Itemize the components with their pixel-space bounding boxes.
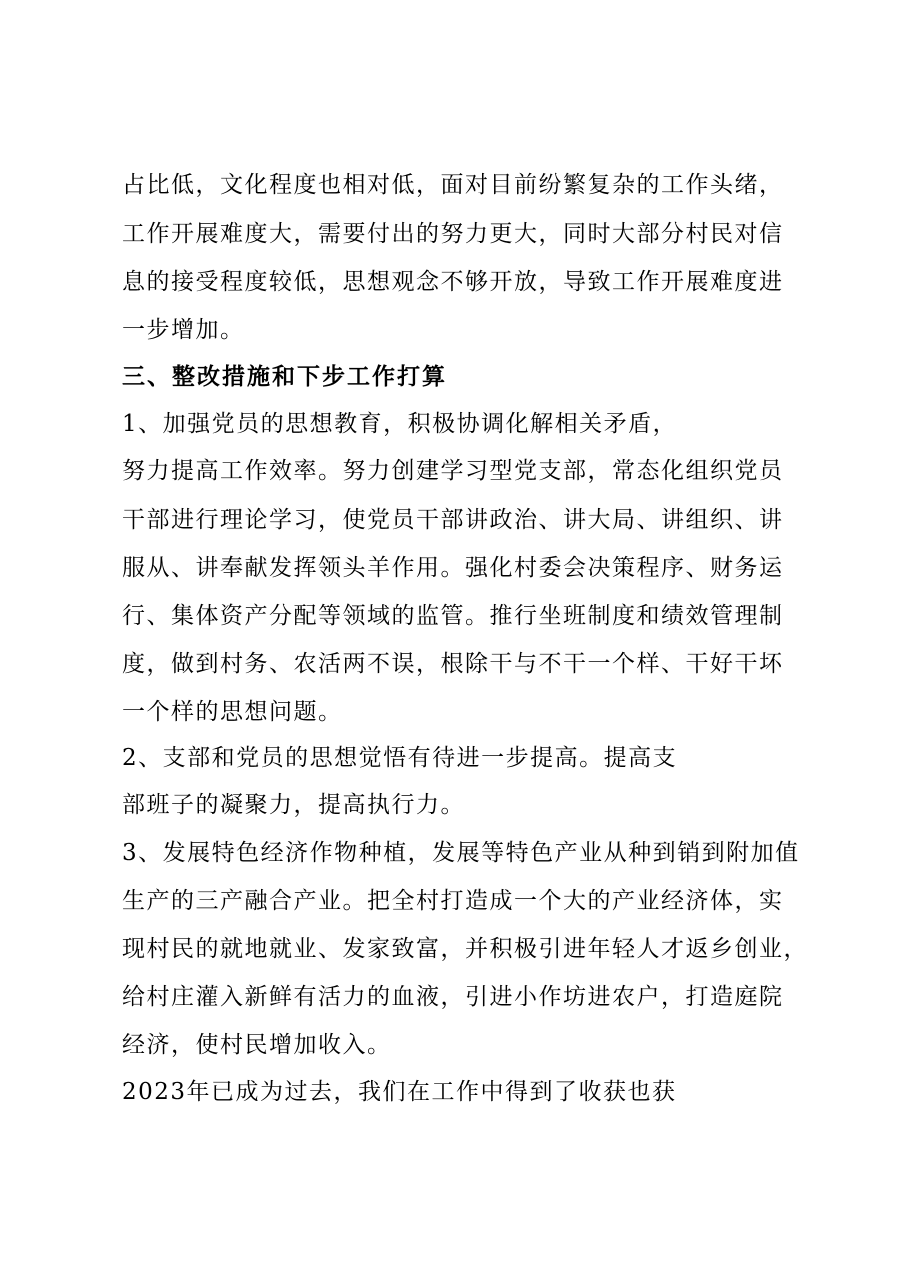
section-heading: 三、整改措施和下步工作打算: [122, 364, 447, 390]
paragraph-line: 现村民的就地就业、发家致富，并积极引进年轻人才返乡创业，: [122, 936, 808, 962]
paragraph-line: 生产的三产融合产业。把全村打造成一个大的产业经济体，实: [122, 888, 784, 914]
paragraph-line: 占比低，文化程度也相对低，面对目前纷繁复杂的工作头绪，: [122, 172, 784, 198]
paragraph-line: 努力提高工作效率。努力创建学习型党支部，常态化组织党员: [122, 458, 784, 484]
paragraph-line: 工作开展难度大，需要付出的努力更大，同时大部分村民对信: [122, 221, 784, 247]
list-item-3-title: 3、发展特色经济作物种植，发展等特色产业从种到销到附加值: [122, 840, 800, 866]
paragraph-line: 2023年已成为过去，我们在工作中得到了收获也获: [122, 1079, 677, 1105]
list-item-1-title: 1、加强党员的思想教育，积极协调化解相关矛盾，: [122, 411, 678, 437]
paragraph-line: 一步增加。: [122, 317, 245, 343]
paragraph-line: 度，做到村务、农活两不误，根除干与不干一个样、干好干坏: [122, 651, 784, 677]
paragraph-line: 息的接受程度较低，思想观念不够开放，导致工作开展难度进: [122, 269, 784, 295]
list-item-2-title: 2、支部和党员的思想觉悟有待进一步提高。提高支: [122, 745, 678, 771]
paragraph-line: 一个样的思想问题。: [122, 699, 343, 725]
paragraph-line: 干部进行理论学习，使党员干部讲政治、讲大局、讲组织、讲: [122, 507, 784, 533]
paragraph-line: 部班子的凝聚力，提高执行力。: [122, 792, 465, 818]
paragraph-line: 经济，使村民增加收入。: [122, 1032, 392, 1058]
paragraph-line: 给村庄灌入新鲜有活力的血液，引进小作坊进农户，打造庭院: [122, 984, 784, 1010]
paragraph-line: 服从、讲奉献发挥领头羊作用。强化村委会决策程序、财务运: [122, 555, 784, 581]
paragraph-line: 行、集体资产分配等领域的监管。推行坐班制度和绩效管理制: [122, 603, 784, 629]
